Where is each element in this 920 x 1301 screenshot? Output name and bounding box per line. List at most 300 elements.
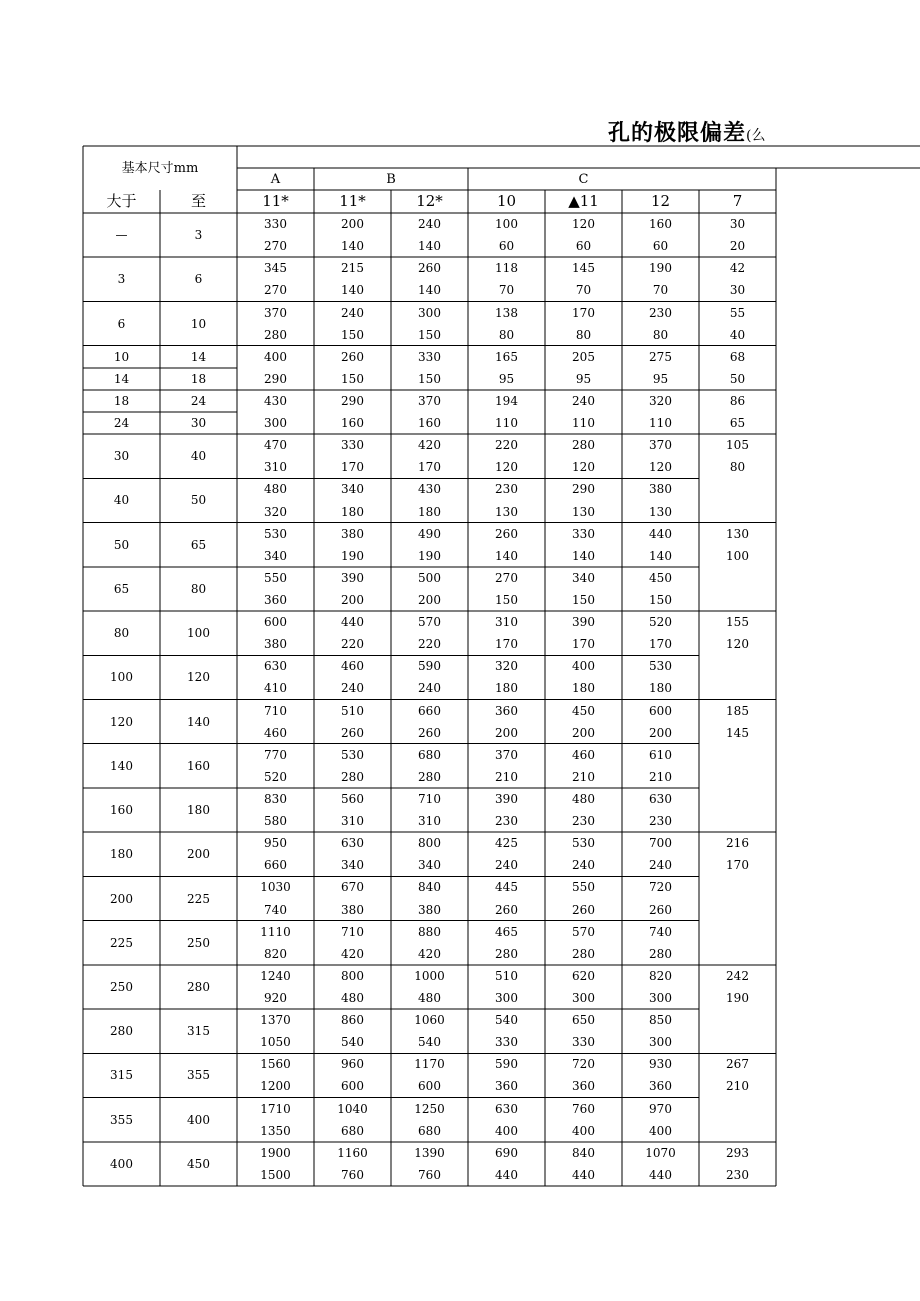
upper-deviation: 1110 bbox=[260, 924, 291, 939]
lower-deviation: 60 bbox=[652, 239, 669, 254]
lower-deviation: 95 bbox=[652, 371, 669, 386]
upper-deviation: 1240 bbox=[260, 968, 291, 983]
lower-deviation: 200 bbox=[572, 725, 595, 740]
size-from: 80 bbox=[113, 626, 130, 641]
lower-deviation: 120 bbox=[649, 460, 672, 475]
upper-deviation: 820 bbox=[649, 968, 672, 983]
lower-deviation: 140 bbox=[341, 283, 364, 298]
upper-deviation: 425 bbox=[495, 836, 518, 851]
upper-deviation: 155 bbox=[726, 615, 749, 630]
lower-deviation: 40 bbox=[729, 327, 746, 342]
lower-deviation: 240 bbox=[418, 681, 441, 696]
size-to: 6 bbox=[194, 272, 203, 287]
upper-deviation: 710 bbox=[264, 703, 287, 718]
lower-deviation: 110 bbox=[572, 416, 595, 431]
lower-deviation: 540 bbox=[341, 1035, 364, 1050]
upper-deviation: 430 bbox=[264, 393, 287, 408]
size-from: 250 bbox=[110, 979, 133, 994]
lower-deviation: 660 bbox=[264, 858, 287, 873]
lower-deviation: 95 bbox=[575, 371, 592, 386]
upper-deviation: 390 bbox=[572, 615, 595, 630]
size-header: 基本尺寸mm bbox=[121, 160, 199, 176]
size-from: 120 bbox=[110, 714, 133, 729]
upper-deviation: 1390 bbox=[414, 1145, 445, 1160]
upper-deviation: 1070 bbox=[645, 1145, 676, 1160]
lower-deviation: 400 bbox=[572, 1123, 595, 1138]
upper-deviation: 710 bbox=[341, 924, 364, 939]
grade-header: 10 bbox=[496, 192, 517, 210]
lower-deviation: 680 bbox=[418, 1123, 441, 1138]
upper-deviation: 200 bbox=[341, 217, 364, 232]
lower-deviation: 230 bbox=[572, 814, 595, 829]
grade-header: ▲11 bbox=[568, 192, 599, 210]
upper-deviation: 230 bbox=[495, 482, 518, 497]
upper-deviation: 480 bbox=[572, 792, 595, 806]
lower-deviation: 300 bbox=[572, 991, 595, 1006]
title-suffix: (么 bbox=[746, 128, 766, 144]
size-from: 225 bbox=[110, 935, 133, 950]
lower-deviation: 150 bbox=[341, 327, 364, 342]
lower-deviation: 420 bbox=[341, 946, 364, 961]
lower-deviation: 200 bbox=[341, 592, 364, 607]
to-header: 至 bbox=[190, 192, 206, 210]
lower-deviation: 65 bbox=[729, 416, 746, 431]
lower-deviation: 140 bbox=[649, 548, 672, 563]
upper-deviation: 1900 bbox=[260, 1145, 291, 1160]
size-to: 250 bbox=[187, 935, 210, 950]
lower-deviation: 540 bbox=[418, 1035, 441, 1050]
upper-deviation: 770 bbox=[264, 747, 287, 762]
lower-deviation: 260 bbox=[495, 902, 518, 917]
upper-deviation: 293 bbox=[726, 1145, 749, 1160]
size-to: 18 bbox=[190, 371, 207, 386]
upper-deviation: 42 bbox=[729, 261, 746, 276]
lower-deviation: 1350 bbox=[260, 1123, 291, 1138]
lower-deviation: 130 bbox=[649, 504, 672, 519]
lower-deviation: 210 bbox=[572, 769, 595, 784]
size-to: 180 bbox=[187, 803, 210, 818]
upper-deviation: 260 bbox=[418, 261, 441, 276]
lower-deviation: 190 bbox=[418, 548, 441, 563]
size-from: 6 bbox=[117, 316, 126, 331]
lower-deviation: 110 bbox=[649, 416, 672, 431]
upper-deviation: 470 bbox=[264, 438, 287, 453]
size-to: 3 bbox=[194, 228, 203, 243]
lower-deviation: 260 bbox=[572, 902, 595, 917]
lower-deviation: 60 bbox=[575, 239, 592, 254]
upper-deviation: 138 bbox=[495, 305, 518, 320]
upper-deviation: 700 bbox=[649, 836, 672, 851]
upper-deviation: 500 bbox=[418, 570, 441, 585]
lower-deviation: 260 bbox=[341, 725, 364, 740]
lower-deviation: 330 bbox=[572, 1035, 595, 1050]
upper-deviation: 330 bbox=[572, 526, 595, 541]
group-header-c: C bbox=[578, 171, 589, 187]
lower-deviation: 280 bbox=[572, 946, 595, 961]
upper-deviation: 445 bbox=[495, 880, 518, 895]
size-from: 400 bbox=[110, 1156, 133, 1171]
upper-deviation: 118 bbox=[495, 261, 518, 276]
lower-deviation: 230 bbox=[726, 1167, 749, 1182]
upper-deviation: 400 bbox=[264, 349, 287, 364]
upper-deviation: 590 bbox=[418, 659, 441, 674]
lower-deviation: 20 bbox=[729, 239, 746, 254]
size-to: 450 bbox=[187, 1156, 210, 1171]
lower-deviation: 300 bbox=[495, 991, 518, 1006]
upper-deviation: 460 bbox=[341, 659, 364, 674]
upper-deviation: 380 bbox=[341, 526, 364, 541]
upper-deviation: 480 bbox=[264, 482, 287, 497]
lower-deviation: 190 bbox=[726, 991, 749, 1006]
size-from: 140 bbox=[110, 758, 133, 773]
upper-deviation: 370 bbox=[495, 747, 518, 762]
lower-deviation: 260 bbox=[418, 725, 441, 740]
lower-deviation: 380 bbox=[341, 902, 364, 917]
lower-deviation: 340 bbox=[264, 548, 287, 563]
upper-deviation: 450 bbox=[572, 703, 595, 718]
upper-deviation: 216 bbox=[726, 836, 749, 851]
size-to: 280 bbox=[187, 979, 210, 994]
upper-deviation: 130 bbox=[726, 526, 749, 541]
upper-deviation: 720 bbox=[572, 1057, 595, 1072]
lower-deviation: 130 bbox=[572, 504, 595, 519]
lower-deviation: 290 bbox=[264, 371, 287, 386]
size-to: 200 bbox=[187, 847, 210, 862]
lower-deviation: 145 bbox=[726, 725, 749, 740]
upper-deviation: 1040 bbox=[337, 1101, 368, 1116]
upper-deviation: 970 bbox=[649, 1101, 672, 1116]
upper-deviation: 370 bbox=[264, 305, 287, 320]
size-from: 40 bbox=[113, 493, 130, 508]
title-main: 孔的极限偏差 bbox=[608, 120, 747, 146]
lower-deviation: 760 bbox=[341, 1167, 364, 1182]
upper-deviation: 370 bbox=[418, 393, 441, 408]
lower-deviation: 210 bbox=[495, 769, 518, 784]
upper-deviation: 465 bbox=[495, 924, 518, 939]
lower-deviation: 230 bbox=[649, 814, 672, 829]
upper-deviation: 540 bbox=[495, 1013, 518, 1028]
upper-deviation: 390 bbox=[341, 570, 364, 585]
size-to: 140 bbox=[187, 714, 210, 729]
upper-deviation: 68 bbox=[729, 349, 746, 364]
size-from: 30 bbox=[113, 449, 130, 464]
lower-deviation: 100 bbox=[726, 548, 749, 563]
lower-deviation: 380 bbox=[264, 637, 287, 652]
lower-deviation: 200 bbox=[495, 725, 518, 740]
upper-deviation: 205 bbox=[572, 349, 595, 364]
upper-deviation: 370 bbox=[649, 438, 672, 453]
lower-deviation: 280 bbox=[649, 946, 672, 961]
upper-deviation: 800 bbox=[341, 968, 364, 983]
lower-deviation: 150 bbox=[495, 592, 518, 607]
upper-deviation: 310 bbox=[495, 615, 518, 630]
size-from: 315 bbox=[110, 1068, 133, 1083]
upper-deviation: 850 bbox=[649, 1013, 672, 1028]
lower-deviation: 150 bbox=[572, 592, 595, 607]
lower-deviation: 220 bbox=[418, 637, 441, 652]
lower-deviation: 150 bbox=[649, 592, 672, 607]
size-to: 100 bbox=[187, 626, 210, 641]
lower-deviation: 80 bbox=[652, 327, 669, 342]
upper-deviation: 220 bbox=[495, 438, 518, 453]
lower-deviation: 360 bbox=[572, 1079, 595, 1094]
size-to: 80 bbox=[190, 581, 207, 596]
upper-deviation: 840 bbox=[572, 1145, 595, 1160]
lower-deviation: 160 bbox=[418, 416, 441, 431]
lower-deviation: 50 bbox=[729, 371, 746, 386]
upper-deviation: 275 bbox=[649, 349, 672, 364]
grade-header: 12 bbox=[650, 192, 671, 210]
upper-deviation: 1170 bbox=[414, 1057, 445, 1072]
lower-deviation: 160 bbox=[341, 416, 364, 431]
upper-deviation: 570 bbox=[572, 924, 595, 939]
upper-deviation: 400 bbox=[572, 659, 595, 674]
lower-deviation: 180 bbox=[572, 681, 595, 696]
upper-deviation: 590 bbox=[495, 1057, 518, 1072]
upper-deviation: 800 bbox=[418, 836, 441, 851]
size-to: 355 bbox=[187, 1068, 210, 1083]
lower-deviation: 170 bbox=[649, 637, 672, 652]
upper-deviation: 760 bbox=[572, 1101, 595, 1116]
upper-deviation: 240 bbox=[572, 393, 595, 408]
lower-deviation: 340 bbox=[341, 858, 364, 873]
upper-deviation: 420 bbox=[418, 438, 441, 453]
from-header: 大于 bbox=[106, 192, 137, 210]
size-to: 225 bbox=[187, 891, 210, 906]
lower-deviation: 310 bbox=[418, 814, 441, 829]
size-to: 24 bbox=[190, 393, 207, 408]
upper-deviation: 240 bbox=[418, 217, 441, 232]
upper-deviation: 450 bbox=[649, 570, 672, 585]
lower-deviation: 340 bbox=[418, 858, 441, 873]
upper-deviation: 330 bbox=[341, 438, 364, 453]
size-from: 200 bbox=[110, 891, 133, 906]
upper-deviation: 290 bbox=[572, 482, 595, 497]
lower-deviation: 170 bbox=[572, 637, 595, 652]
lower-deviation: 280 bbox=[418, 769, 441, 784]
upper-deviation: 290 bbox=[341, 393, 364, 408]
lower-deviation: 360 bbox=[264, 592, 287, 607]
lower-deviation: 310 bbox=[264, 460, 287, 475]
lower-deviation: 170 bbox=[341, 460, 364, 475]
upper-deviation: 260 bbox=[341, 349, 364, 364]
lower-deviation: 300 bbox=[264, 416, 287, 431]
lower-deviation: 70 bbox=[652, 283, 669, 298]
upper-deviation: 380 bbox=[649, 482, 672, 497]
size-to: 10 bbox=[190, 316, 207, 331]
lower-deviation: 240 bbox=[495, 858, 518, 873]
lower-deviation: 140 bbox=[418, 239, 441, 254]
lower-deviation: 280 bbox=[264, 327, 287, 342]
lower-deviation: 210 bbox=[649, 769, 672, 784]
lower-deviation: 180 bbox=[341, 504, 364, 519]
grade-header: 12* bbox=[416, 192, 443, 210]
upper-deviation: 330 bbox=[264, 217, 287, 232]
lower-deviation: 170 bbox=[726, 858, 749, 873]
upper-deviation: 600 bbox=[264, 615, 287, 630]
lower-deviation: 120 bbox=[572, 460, 595, 475]
lower-deviation: 240 bbox=[649, 858, 672, 873]
lower-deviation: 70 bbox=[575, 283, 592, 298]
lower-deviation: 300 bbox=[649, 991, 672, 1006]
lower-deviation: 820 bbox=[264, 946, 287, 961]
upper-deviation: 30 bbox=[729, 217, 746, 232]
upper-deviation: 1710 bbox=[260, 1101, 291, 1116]
upper-deviation: 267 bbox=[726, 1057, 749, 1072]
lower-deviation: 420 bbox=[418, 946, 441, 961]
size-to: 65 bbox=[190, 537, 207, 552]
upper-deviation: 490 bbox=[418, 526, 441, 541]
upper-deviation: 260 bbox=[495, 526, 518, 541]
size-to: 120 bbox=[187, 670, 210, 685]
upper-deviation: 560 bbox=[341, 792, 364, 806]
upper-deviation: 240 bbox=[341, 305, 364, 320]
lower-deviation: 120 bbox=[726, 637, 749, 652]
size-from: 355 bbox=[110, 1112, 133, 1127]
lower-deviation: 1500 bbox=[260, 1167, 291, 1182]
upper-deviation: 960 bbox=[341, 1057, 364, 1072]
lower-deviation: 600 bbox=[341, 1079, 364, 1094]
lower-deviation: 210 bbox=[726, 1079, 749, 1094]
upper-deviation: 530 bbox=[649, 659, 672, 674]
upper-deviation: 390 bbox=[495, 792, 518, 806]
lower-deviation: 140 bbox=[418, 283, 441, 298]
lower-deviation: 480 bbox=[341, 991, 364, 1006]
lower-deviation: 920 bbox=[264, 991, 287, 1006]
lower-deviation: 200 bbox=[649, 725, 672, 740]
upper-deviation: 145 bbox=[572, 261, 595, 276]
upper-deviation: 1560 bbox=[260, 1057, 291, 1072]
upper-deviation: 550 bbox=[264, 570, 287, 585]
upper-deviation: 185 bbox=[726, 703, 749, 718]
grade-header: 11* bbox=[262, 192, 289, 210]
lower-deviation: 1050 bbox=[260, 1035, 291, 1050]
upper-deviation: 600 bbox=[649, 703, 672, 718]
lower-deviation: 170 bbox=[495, 637, 518, 652]
upper-deviation: 320 bbox=[649, 393, 672, 408]
upper-deviation: 880 bbox=[418, 924, 441, 939]
lower-deviation: 60 bbox=[498, 239, 515, 254]
upper-deviation: 630 bbox=[264, 659, 287, 674]
lower-deviation: 110 bbox=[495, 416, 518, 431]
lower-deviation: 440 bbox=[649, 1167, 672, 1182]
upper-deviation: 740 bbox=[649, 924, 672, 939]
lower-deviation: 320 bbox=[264, 504, 287, 519]
lower-deviation: 360 bbox=[495, 1079, 518, 1094]
upper-deviation: 100 bbox=[495, 217, 518, 232]
upper-deviation: 860 bbox=[341, 1013, 364, 1028]
upper-deviation: 630 bbox=[341, 836, 364, 851]
upper-deviation: 242 bbox=[726, 968, 749, 983]
size-to: 14 bbox=[190, 349, 207, 364]
upper-deviation: 86 bbox=[729, 393, 746, 408]
upper-deviation: 170 bbox=[572, 305, 595, 320]
size-from: 14 bbox=[113, 371, 130, 386]
lower-deviation: 230 bbox=[495, 814, 518, 829]
upper-deviation: 340 bbox=[341, 482, 364, 497]
lower-deviation: 220 bbox=[341, 637, 364, 652]
upper-deviation: 194 bbox=[495, 393, 518, 408]
lower-deviation: 300 bbox=[649, 1035, 672, 1050]
upper-deviation: 680 bbox=[418, 747, 441, 762]
upper-deviation: 160 bbox=[649, 217, 672, 232]
size-to: 50 bbox=[190, 493, 207, 508]
upper-deviation: 120 bbox=[572, 217, 595, 232]
lower-deviation: 140 bbox=[495, 548, 518, 563]
lower-deviation: 400 bbox=[495, 1123, 518, 1138]
upper-deviation: 550 bbox=[572, 880, 595, 895]
lower-deviation: 440 bbox=[572, 1167, 595, 1182]
lower-deviation: 240 bbox=[341, 681, 364, 696]
group-header-a: A bbox=[270, 171, 281, 187]
upper-deviation: 930 bbox=[649, 1057, 672, 1072]
upper-deviation: 280 bbox=[572, 438, 595, 453]
size-from: 100 bbox=[110, 670, 133, 685]
upper-deviation: 1160 bbox=[337, 1145, 368, 1160]
upper-deviation: 660 bbox=[418, 703, 441, 718]
upper-deviation: 510 bbox=[341, 703, 364, 718]
size-to: 400 bbox=[187, 1112, 210, 1127]
upper-deviation: 105 bbox=[726, 438, 749, 453]
lower-deviation: 70 bbox=[498, 283, 515, 298]
upper-deviation: 190 bbox=[649, 261, 672, 276]
grade-header: 11* bbox=[339, 192, 366, 210]
upper-deviation: 690 bbox=[495, 1145, 518, 1160]
lower-deviation: 270 bbox=[264, 283, 287, 298]
upper-deviation: 830 bbox=[264, 792, 287, 806]
lower-deviation: 400 bbox=[649, 1123, 672, 1138]
lower-deviation: 1200 bbox=[260, 1079, 291, 1094]
upper-deviation: 215 bbox=[341, 261, 364, 276]
lower-deviation: 270 bbox=[264, 239, 287, 254]
upper-deviation: 520 bbox=[649, 615, 672, 630]
lower-deviation: 95 bbox=[498, 371, 515, 386]
lower-deviation: 190 bbox=[341, 548, 364, 563]
upper-deviation: 230 bbox=[649, 305, 672, 320]
size-to: 30 bbox=[190, 416, 207, 431]
upper-deviation: 630 bbox=[495, 1101, 518, 1116]
lower-deviation: 740 bbox=[264, 902, 287, 917]
lower-deviation: 30 bbox=[729, 283, 746, 298]
lower-deviation: 140 bbox=[341, 239, 364, 254]
upper-deviation: 510 bbox=[495, 968, 518, 983]
lower-deviation: 310 bbox=[341, 814, 364, 829]
lower-deviation: 150 bbox=[418, 371, 441, 386]
upper-deviation: 300 bbox=[418, 305, 441, 320]
lower-deviation: 280 bbox=[341, 769, 364, 784]
upper-deviation: 1000 bbox=[414, 968, 445, 983]
lower-deviation: 460 bbox=[264, 725, 287, 740]
upper-deviation: 460 bbox=[572, 747, 595, 762]
lower-deviation: 170 bbox=[418, 460, 441, 475]
page-title bbox=[608, 116, 765, 153]
upper-deviation: 570 bbox=[418, 615, 441, 630]
grade-header: 7 bbox=[732, 192, 743, 210]
upper-deviation: 55 bbox=[729, 305, 746, 320]
lower-deviation: 240 bbox=[572, 858, 595, 873]
lower-deviation: 680 bbox=[341, 1123, 364, 1138]
upper-deviation: 430 bbox=[418, 482, 441, 497]
upper-deviation: 340 bbox=[572, 570, 595, 585]
upper-deviation: 620 bbox=[572, 968, 595, 983]
size-to: 315 bbox=[187, 1024, 210, 1039]
size-from: 24 bbox=[113, 416, 130, 431]
size-from: 10 bbox=[113, 349, 130, 364]
upper-deviation: 630 bbox=[649, 792, 672, 806]
lower-deviation: 180 bbox=[649, 681, 672, 696]
lower-deviation: 80 bbox=[575, 327, 592, 342]
upper-deviation: 720 bbox=[649, 880, 672, 895]
